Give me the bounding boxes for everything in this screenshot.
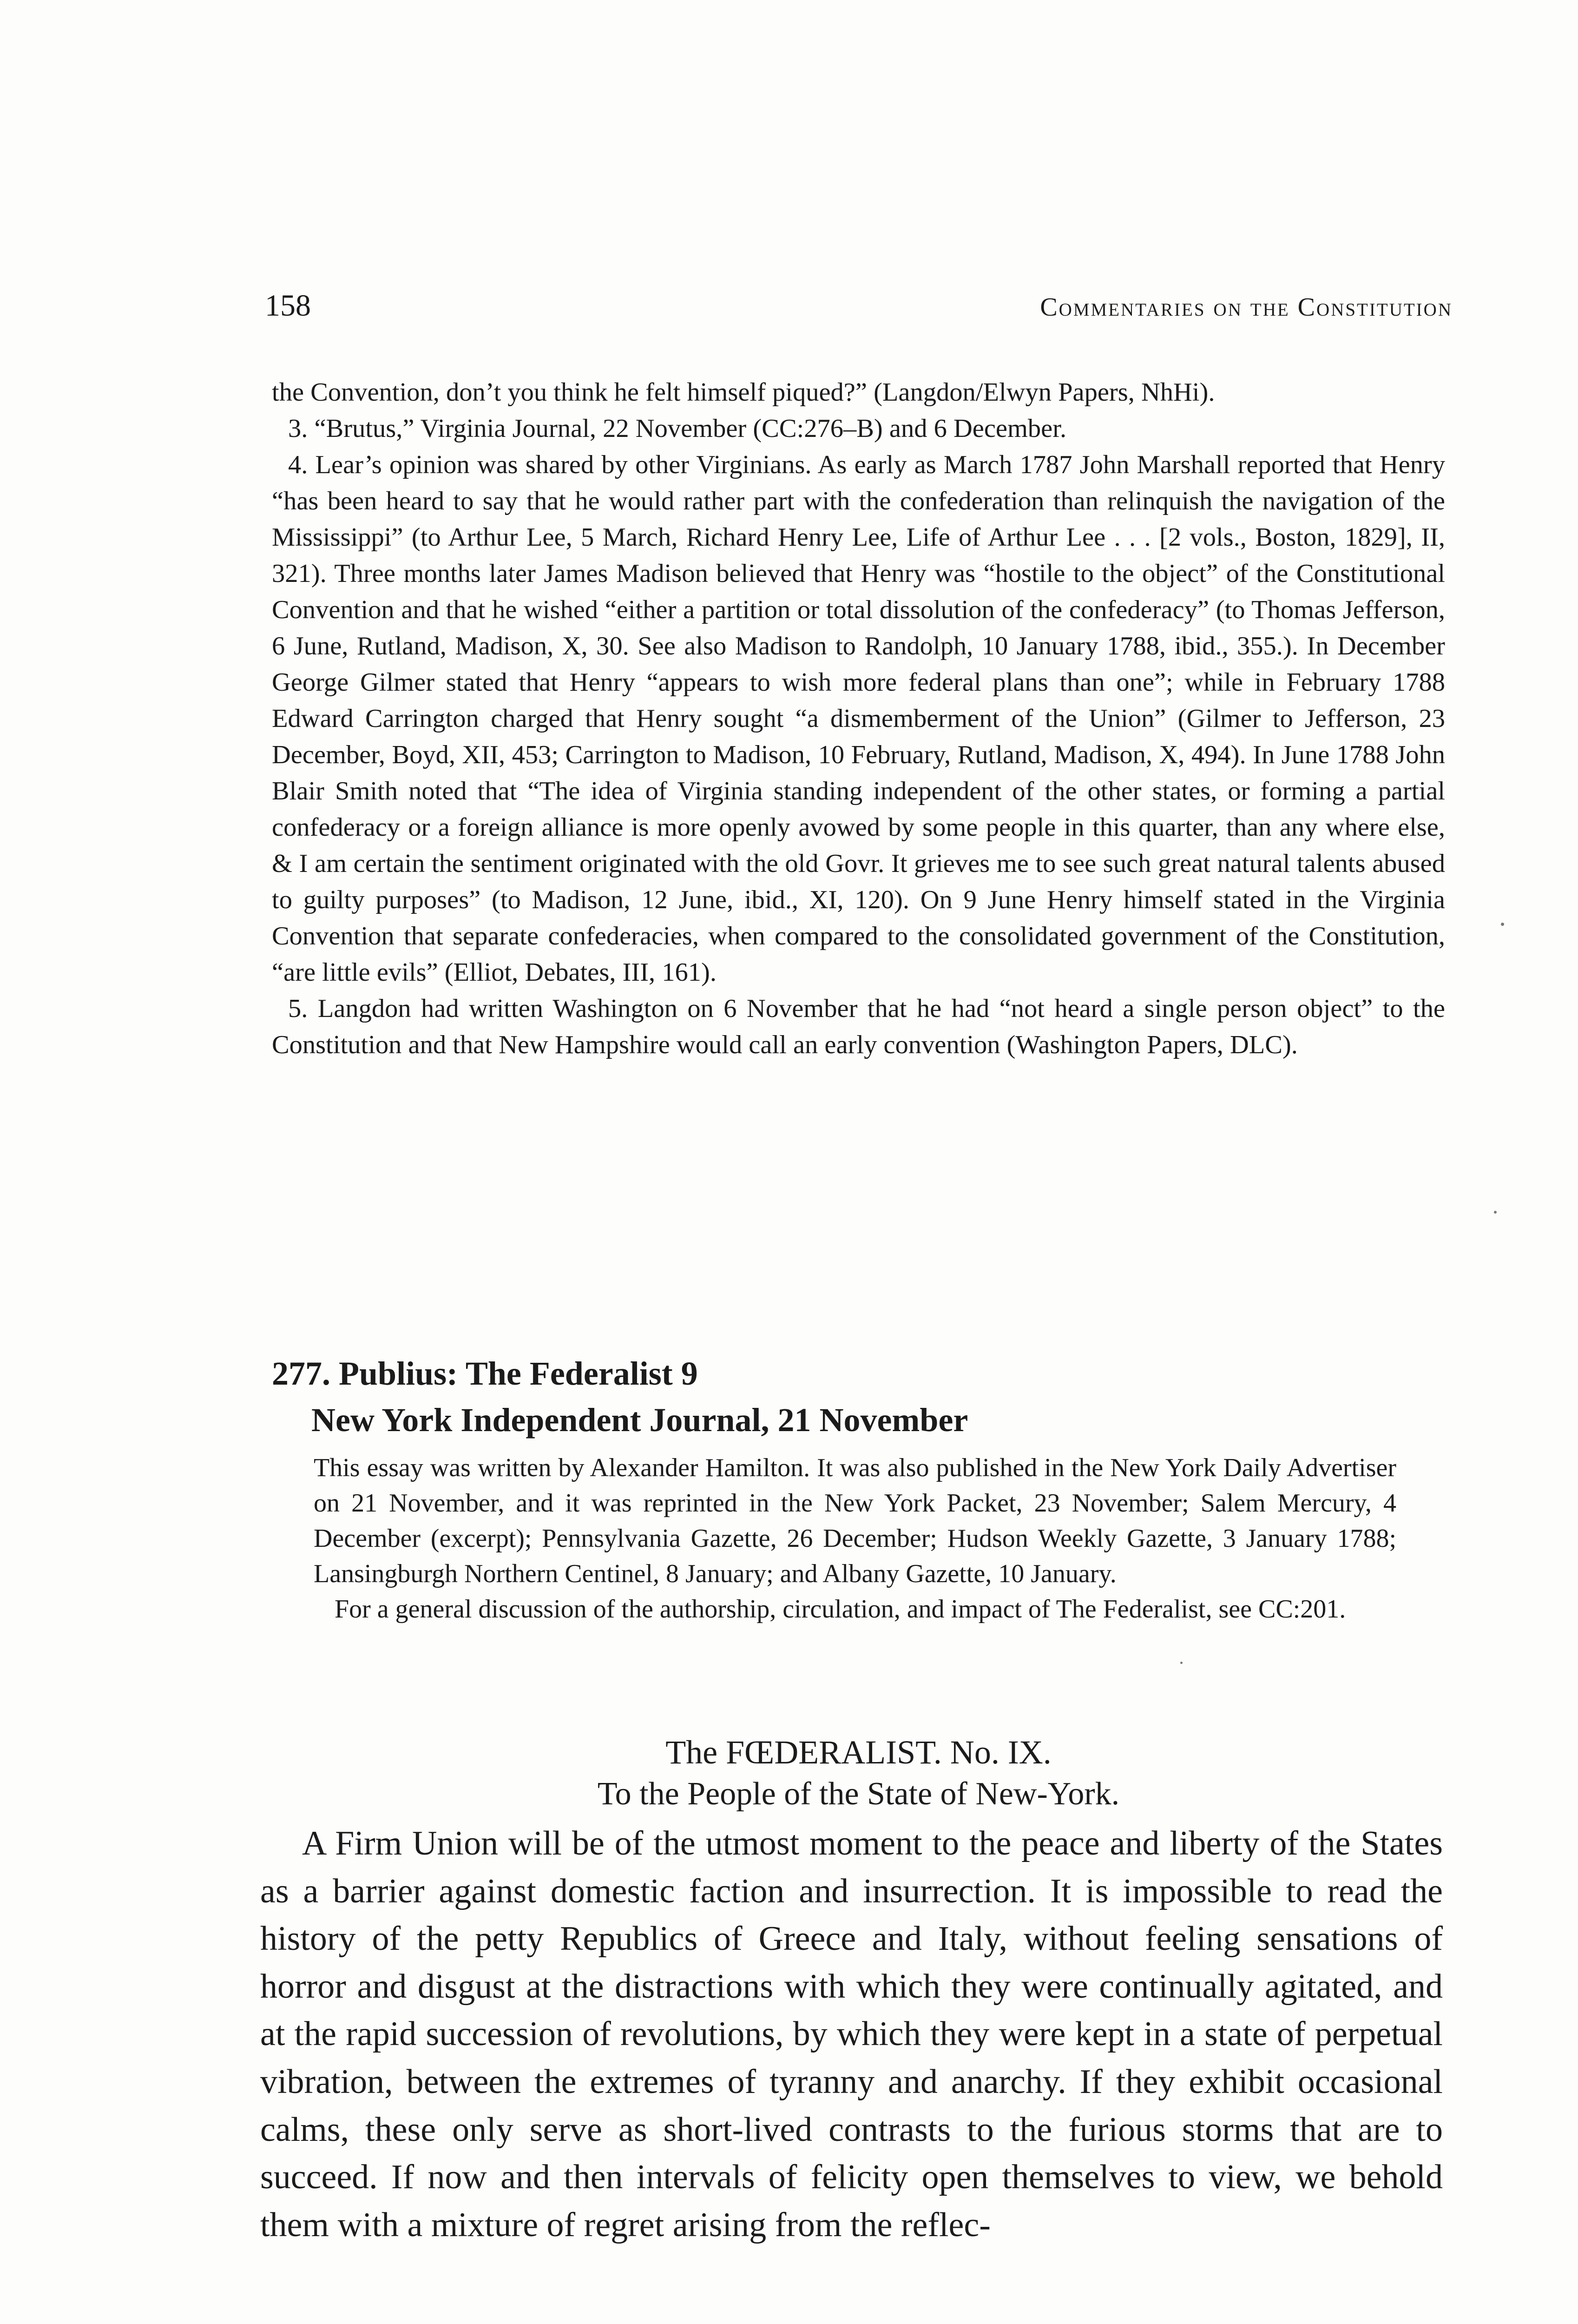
headnote	[314, 1450, 1396, 1627]
note-5: 5. Langdon had written Washington on 6 November that he had “not heard a single person object” to the Constitution and that New Hampshire would call an early convention (Washington Papers, DLC).	[272, 994, 1445, 1059]
note-continuation: the Convention, don’t you think he felt himself piqued?” (Langdon/Elwyn Papers, NhHi).	[272, 378, 1215, 407]
essay-title-block	[272, 1731, 1445, 1815]
note-3: 3. “Brutus,” Virginia Journal, 22 November (CC:276–B) and 6 December.	[288, 414, 1067, 443]
print-speck	[1180, 1662, 1183, 1664]
essay-salutation: To the People of the State of New-York.	[597, 1776, 1120, 1812]
endnotes	[272, 374, 1445, 1063]
page-header	[265, 288, 1453, 335]
essay-body	[260, 1820, 1443, 2249]
essay-title: The FŒDERALIST. No. IX.	[665, 1734, 1052, 1771]
print-speck	[1501, 923, 1504, 926]
headnote-paragraph-2: For a general discussion of the authorship, circulation, and impact of The Federalist, see CC:201.	[335, 1595, 1346, 1624]
page-number: 158	[265, 289, 311, 323]
document-title: 277. Publius: The Federalist 9	[272, 1355, 698, 1392]
document-heading	[272, 1350, 1445, 1443]
document-source: New York Independent Journal, 21 November	[311, 1401, 968, 1439]
print-speck	[1494, 1211, 1497, 1214]
note-4: 4. Lear’s opinion was shared by other Virginians. As early as March 1787 John Marshall reported that Henry “has been heard to say that he would rather part with the confederation than relinquish the navigation of the Mississippi” (to Arthur Lee, 5 March, Richard Henry Lee, Life of Arthur Lee . . . [2 vols., Boston, 1829], II, 321). Three months later James Madison believed that Henry was “hostile to the object” of the Constitutional Convention and that he wished “either a partition or total dissolution of the confederacy” (to Thomas Jefferson, 6 June, Rutland, Madison, X, 30. See also Madison to Randolph, 10 January 1788, ibid., 355.). In December George Gilmer stated that Henry “appears to wish more federal plans than one”; while in February 1788 Edward Carrington charged that Henry sought “a dismemberment of the Union” (Gilmer to Jefferson, 23 December, Boyd, XII, 453; Carrington to Madison, 10 February, Rutland, Madison, X, 494). In June 1788 John Blair Smith noted that “The idea of Virginia standing independent of the other states, or forming a partial confederacy or a foreign alliance is more openly avowed by some people in this quarter, than any where else, & I am certain the sentiment originated with the old Govr. It grieves me to see such great natural talents abused to guilty purposes” (to Madison, 12 June, ibid., XI, 120). On 9 June Henry himself stated in the Virginia Convention that separate confederacies, when compared to the consolidated government of the Constitution, “are little evils” (Elliot, Debates, III, 161).	[272, 450, 1445, 987]
headnote-paragraph-1: This essay was written by Alexander Hamilton. It was also published in the New York Daily Advertiser on 21 November, and it was reprinted in the New York Packet, 23 November; Salem Mercury, 4 December (excerpt); Pennsylvania Gazette, 26 December; Hudson Weekly Gazette, 3 January 1788; Lansingburgh Northern Centinel, 8 January; and Albany Gazette, 10 January.	[314, 1453, 1396, 1588]
essay-paragraph: A Firm Union will be of the utmost moment to the peace and liberty of the States as a barrier against domestic faction and insurrection. It is impossible to read the history of the petty Republics of Greece and Italy, without feeling sensations of horror and disgust at the distractions with which they were continually agitated, and at the rapid succession of revolutions, by which they were kept in a state of perpetual vibration, between the extremes of tyranny and anarchy. If they exhibit occasional calms, these only serve as short-lived contrasts to the furious storms that are to succeed. If now and then intervals of felicity open themselves to view, we behold them with a mixture of regret arising from the reflec-	[260, 1824, 1443, 2244]
running-head: Commentaries on the Constitution	[1040, 293, 1453, 322]
